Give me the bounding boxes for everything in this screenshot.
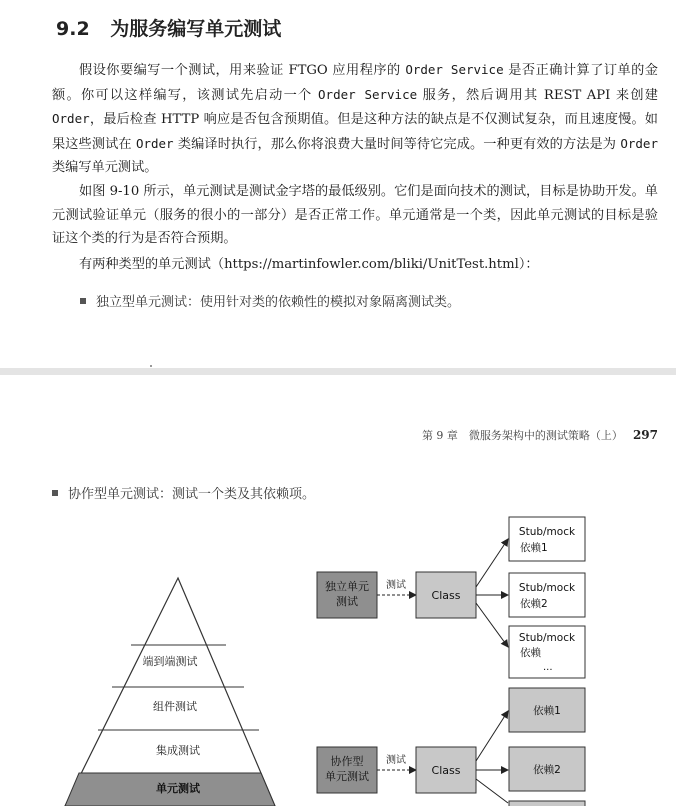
stub-dep-n-label: 依赖 [520, 647, 541, 659]
pyramid [65, 578, 275, 806]
solitary-class-label: Class [431, 589, 461, 602]
paragraph-2: 如图 9-10 所示，单元测试是测试金字塔的最低级别。它们是面向技术的测试，目标是协助开发。单元测试验证单元（服务的很小的一部分）是否正常工作。单元通常是一个类，因此单元测试的目标是验证这个类的行为是否符合预期。 [52, 184, 658, 247]
stub-dep-1-label: 依赖1 [520, 542, 548, 554]
chapter-title: 第 9 章 微服务架构中的测试策略（上） [421, 429, 623, 442]
paragraph-1 [52, 58, 658, 180]
pyramid-label-component: 组件测试 [153, 700, 197, 713]
code-order-service: Order Service [405, 62, 504, 77]
solitary-dep-arrow [476, 603, 508, 647]
scan-dot [150, 365, 152, 367]
solitary-test-label: 测试 [336, 595, 358, 608]
solitary-test-label: 独立单元 [325, 580, 369, 593]
stub-dep-n-label: Stub/mock [518, 632, 576, 644]
sociable-dep-1-label: 依赖1 [533, 705, 561, 717]
sociable-dep-2-label: 依赖2 [533, 764, 561, 776]
sociable-dep-n-box [509, 801, 585, 806]
solitary-arrow-label: 测试 [386, 580, 406, 591]
sociable-class-label: Class [431, 764, 461, 777]
stub-dep-2-box [509, 573, 585, 617]
p3-text: ）： [518, 257, 539, 272]
p1-text: 假设你要编写一个测试，用来验证 FTGO 应用程序的 [79, 63, 406, 78]
stub-dep-1-box [509, 517, 585, 561]
bullet-text: 协作型单元测试：测试一个类及其依赖项。 [68, 487, 316, 502]
sociable-dep-arrow [476, 711, 508, 761]
code-order: Order [620, 135, 658, 151]
paragraph-3 [79, 253, 659, 277]
section-heading [56, 14, 281, 41]
page-top [0, 0, 676, 368]
bullet-text: 独立型单元测试：使用针对类的依赖性的模拟对象隔离测试类。 [96, 295, 461, 310]
code-order: Order [135, 135, 174, 151]
page-bottom [0, 375, 676, 806]
test-pyramid-diagram [0, 375, 676, 806]
p1-text: 类编写单元测试。 [52, 160, 158, 176]
sociable-test-group [317, 688, 585, 806]
bullet-square-icon [80, 298, 86, 304]
sociable-arrow-label: 测试 [386, 755, 406, 766]
sociable-test-label: 协作型 [330, 755, 364, 768]
pyramid-label-integration: 集成测试 [156, 744, 200, 757]
pyramid-outline [65, 578, 275, 806]
solitary-dep-arrow [476, 539, 508, 587]
code-order-service: Order Service [318, 86, 418, 102]
sociable-dep-arrow [476, 779, 508, 803]
pyramid-label-e2e: 端到端测试 [142, 655, 198, 668]
p1-text: ，最后检查 HTTP 响应是否包含预期值。但是这种方法的缺点是不仅测试复杂，而且速度慢。如果这些测试在 [52, 112, 658, 152]
page-separator [0, 368, 676, 375]
p1-text: 类编译时执行，那么你将浪费大量时间等待它完成。一种更有效的方法是为 [173, 136, 621, 152]
section-number: 9.2 [56, 18, 90, 40]
p1-text: 是否正确计算了订单的金额。你可以这样编写，该测试先启动一个 [52, 63, 658, 103]
pyramid-label-unit: 单元测试 [156, 782, 200, 795]
p3-text: 有两种类型的单元测试（ [79, 257, 225, 272]
stub-dep-2-label: Stub/mock [518, 582, 576, 594]
bullet-solitary [80, 291, 460, 310]
stub-dep-2-label: 依赖2 [520, 598, 548, 610]
section-title: 为服务编写单元测试 [110, 18, 282, 40]
unit-test-link[interactable]: https://martinfowler.com/bliki/UnitTest.html [224, 257, 519, 272]
page-number: 297 [632, 428, 658, 442]
solitary-test-group [317, 517, 585, 678]
code-order: Order [52, 111, 90, 127]
stub-dep-n-ellipsis: ... [543, 662, 553, 673]
sociable-test-label: 单元测试 [325, 770, 369, 783]
p1-text: 服务，然后调用其 REST API 来创建 [417, 87, 658, 103]
stub-dep-1-label: Stub/mock [518, 526, 576, 538]
